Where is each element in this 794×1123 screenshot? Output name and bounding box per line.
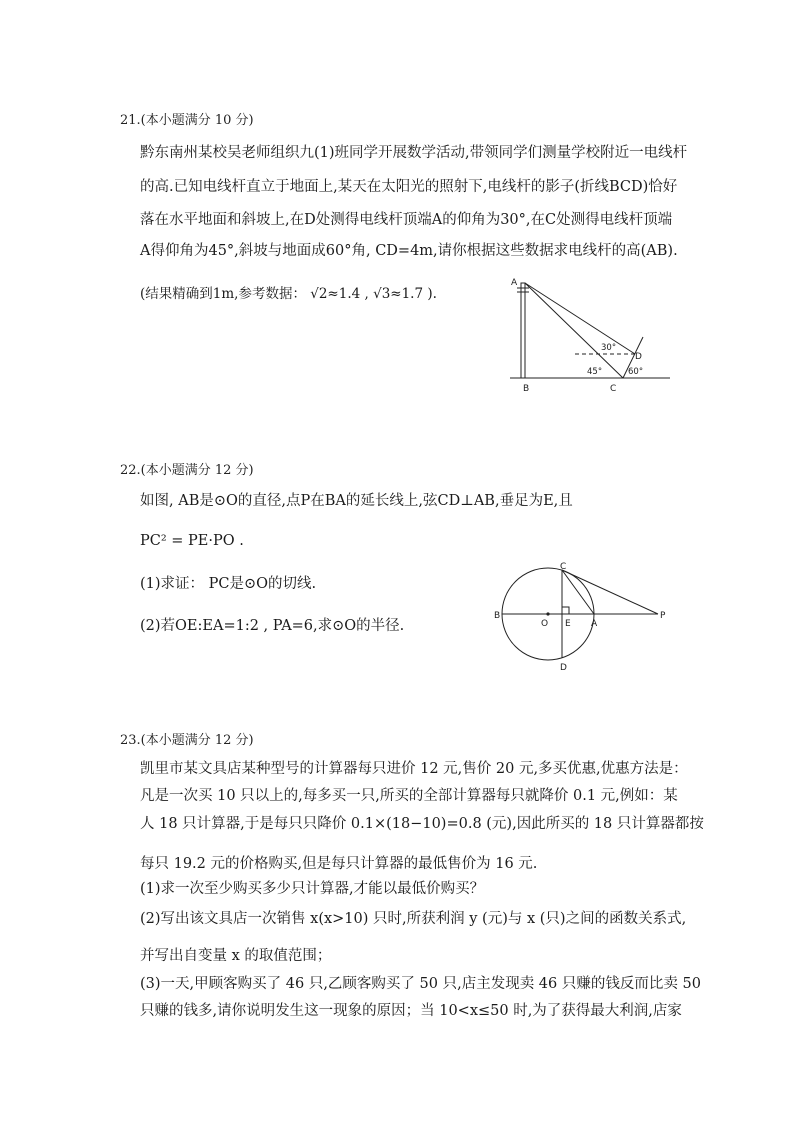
- q22-center-dot: [546, 612, 549, 615]
- q21-label-a: A: [511, 278, 518, 288]
- q22-label-c: C: [560, 562, 567, 572]
- q22-text-line-2: PC² = PE·PO .: [140, 533, 244, 549]
- q21-ray-to-d: [525, 283, 635, 354]
- q22-label-e: E: [565, 619, 571, 629]
- q21-ray-to-c: [525, 283, 623, 378]
- q21-angle-60: 60°: [628, 367, 644, 377]
- q23-text-line-1: 凯里市某文具店某种型号的计算器每只进价 12 元,售价 20 元,多买优惠,优惠方法是：: [140, 761, 688, 777]
- q22-part-1: (1)求证： PC是⊙O的切线.: [140, 576, 317, 592]
- q21-figure: [505, 275, 675, 400]
- q22-label-b: B: [494, 611, 501, 621]
- q22-text-line-1: 如图, AB是⊙O的直径,点P在BA的延长线上,弦CD⊥AB,垂足为E,且: [140, 493, 573, 509]
- q23-part-2: (2)写出该文具店一次销售 x(x>10) 只时,所获利润 y (元)与 x (只)之间的函数关系式,: [140, 911, 687, 927]
- q21-text-line-5: (结果精确到1m,参考数据： √2≈1.4 , √3≈1.7 ).: [140, 286, 437, 302]
- q21-text-line-3: 落在水平地面和斜坡上,在D处测得电线杆顶端A的仰角为30°,在C处测得电线杆顶端: [140, 212, 673, 228]
- q22-figure: [490, 560, 675, 675]
- q21-label-d: D: [635, 352, 642, 362]
- q21-label-c: C: [610, 384, 617, 394]
- q22-label-p: P: [660, 611, 666, 621]
- q21-angle-45: 45°: [587, 367, 603, 377]
- q21-header: 21.(本小题满分 10 分): [120, 113, 254, 128]
- q22-part-2: (2)若OE:EA=1:2 , PA=6,求⊙O的半径.: [140, 618, 405, 634]
- q23-text-line-2: 凡是一次买 10 只以上的,每多买一只,所买的全部计算器每只就降价 0.1 元,例如：某: [140, 788, 678, 804]
- q21-angle-30: 30°: [601, 343, 617, 353]
- q22-header: 22.(本小题满分 12 分): [120, 463, 254, 478]
- q22-line-cp: [562, 570, 658, 614]
- q22-label-a: A: [591, 619, 598, 629]
- q23-text-line-4: 每只 19.2 元的价格购买,但是每只计算器的最低售价为 16 元.: [140, 856, 538, 872]
- q23-part-3-continued: 只赚的钱多,请你说明发生这一现象的原因；当 10<x≤50 时,为了获得最大利润,店家: [140, 1003, 682, 1019]
- q23-part-1: (1)求一次至少购买多少只计算器,才能以最低价购买？: [140, 881, 485, 897]
- q21-pole: [521, 283, 525, 378]
- q21-label-b: B: [523, 384, 530, 394]
- q23-part-3: (3)一天,甲顾客购买了 46 只,乙顾客购买了 50 只,店主发现卖 46 只赚的钱反而比卖 50: [140, 976, 701, 992]
- q23-part-2-continued: 并写出自变量 x 的取值范围；: [140, 948, 332, 964]
- q21-text-line-2: 的高.已知电线杆直立于地面上,某天在太阳光的照射下,电线杆的影子(折线BCD)恰好: [140, 179, 678, 195]
- q23-text-line-3: 人 18 只计算器,于是每只只降价 0.1×(18−10)=0.8 (元),因此所买的 18 只计算器都按: [140, 816, 704, 832]
- q23-header: 23.(本小题满分 12 分): [120, 733, 254, 748]
- q22-label-d: D: [560, 663, 567, 673]
- q21-text-line-4: A得仰角为45°,斜坡与地面成60°角, CD=4m,请你根据这些数据求电线杆的高(AB).: [140, 243, 678, 259]
- q21-text-line-1: 黔东南州某校吴老师组织九(1)班同学开展数学活动,带领同学们测量学校附近一电线杆: [140, 145, 688, 161]
- q22-label-o: O: [541, 619, 549, 629]
